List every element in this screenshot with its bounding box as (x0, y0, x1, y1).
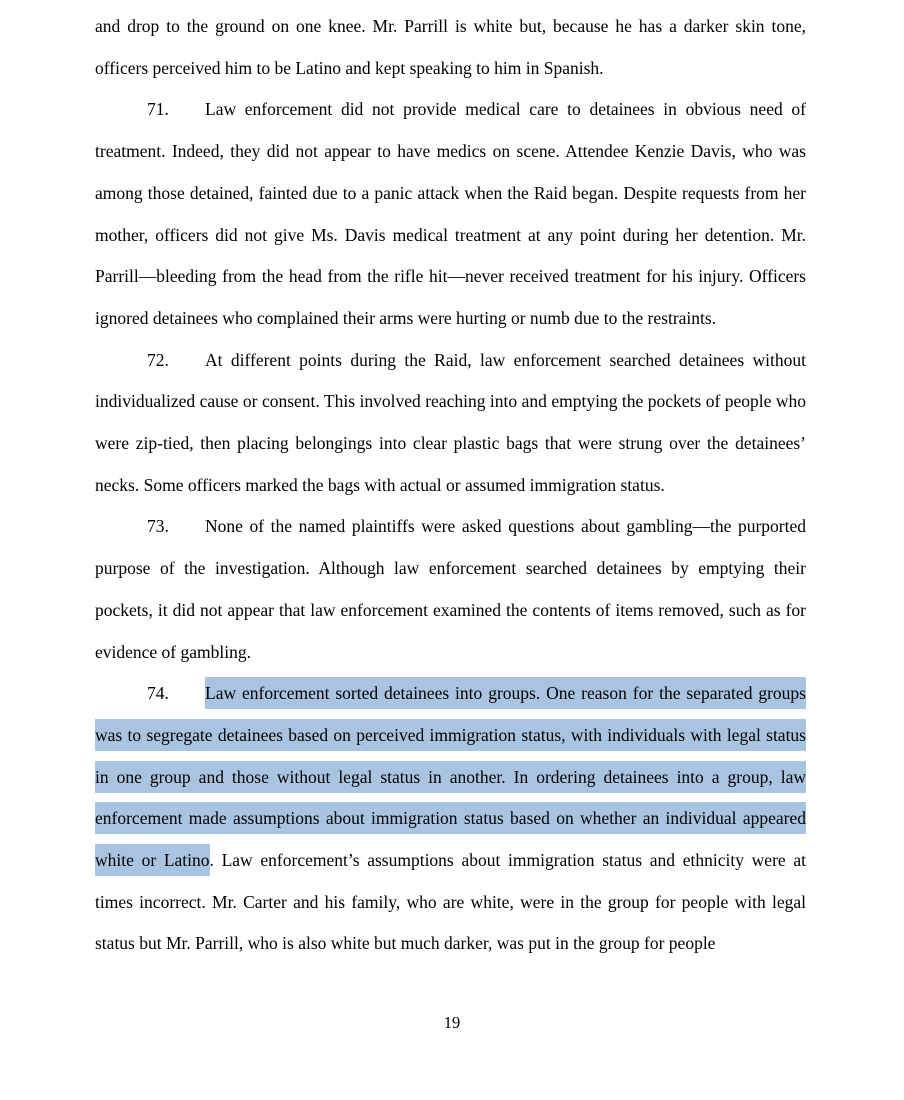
selection-highlight: Law enforcement sorted detainees into groups. One reason for the separated groups was to segregate detainees based on perceived immigration status, with individuals with legal status in one group and those without legal status in another. In ordering detainees into a group, law enforcement made assumptions about immigration status based on whether an individual appeared white or Latino (95, 677, 806, 876)
paragraph-text: and drop to the ground on one knee. Mr. Parrill is white but, because he has a darker skin tone, officers perceived him to be Latino and kept speaking to him in Spanish. (95, 16, 806, 78)
paragraph (95, 6, 806, 89)
page-number: 19 (443, 1013, 461, 1032)
paragraph-number: 73. (147, 516, 169, 537)
paragraph-text: Law enforcement did not provide medical care to detainees in obvious need of treatment. Indeed, they did not appear to have medics on scene. Attendee Kenzie Davis, who was among those detained, fainted due to a panic attack when the Raid began. Despite requests from her mother, officers did not give Ms. Davis medical treatment at any point during her detention. Mr. Parrill—bleeding from the head from the rifle hit—never received treatment for his injury. Officers ignored detainees who complained their arms were hurting or numb due to the restraints. (95, 99, 806, 328)
paragraph-text: . Law enforcement’s assumptions about immigration status and ethnicity were at times incorrect. Mr. Carter and his family, who are white, were in the group for people with legal status but Mr. Parrill, who is also white but much darker, was put in the group for people (95, 850, 806, 954)
document-body (95, 6, 806, 965)
paragraph (95, 89, 806, 339)
paragraph (95, 673, 806, 965)
paragraph-text: At different points during the Raid, law enforcement searched detainees without individualized cause or consent. This involved reaching into and emptying the pockets of people who were zip-tied, then placing belongings into clear plastic bags that were strung over the detainees’ necks. Some officers marked the bags with actual or assumed immigration status. (95, 349, 806, 495)
paragraph-number: 72. (147, 349, 169, 370)
paragraph-text: None of the named plaintiffs were asked questions about gambling—the purported purpose of the investigation. Although law enforcement searched detainees by emptying their pockets, it did not appear that law enforcement examined the contents of items removed, such as for evidence of gambling. (95, 516, 806, 662)
paragraph (95, 340, 806, 507)
paragraph (95, 506, 806, 673)
paragraph-number: 74. (147, 683, 169, 704)
paragraph-number: 71. (147, 99, 169, 120)
